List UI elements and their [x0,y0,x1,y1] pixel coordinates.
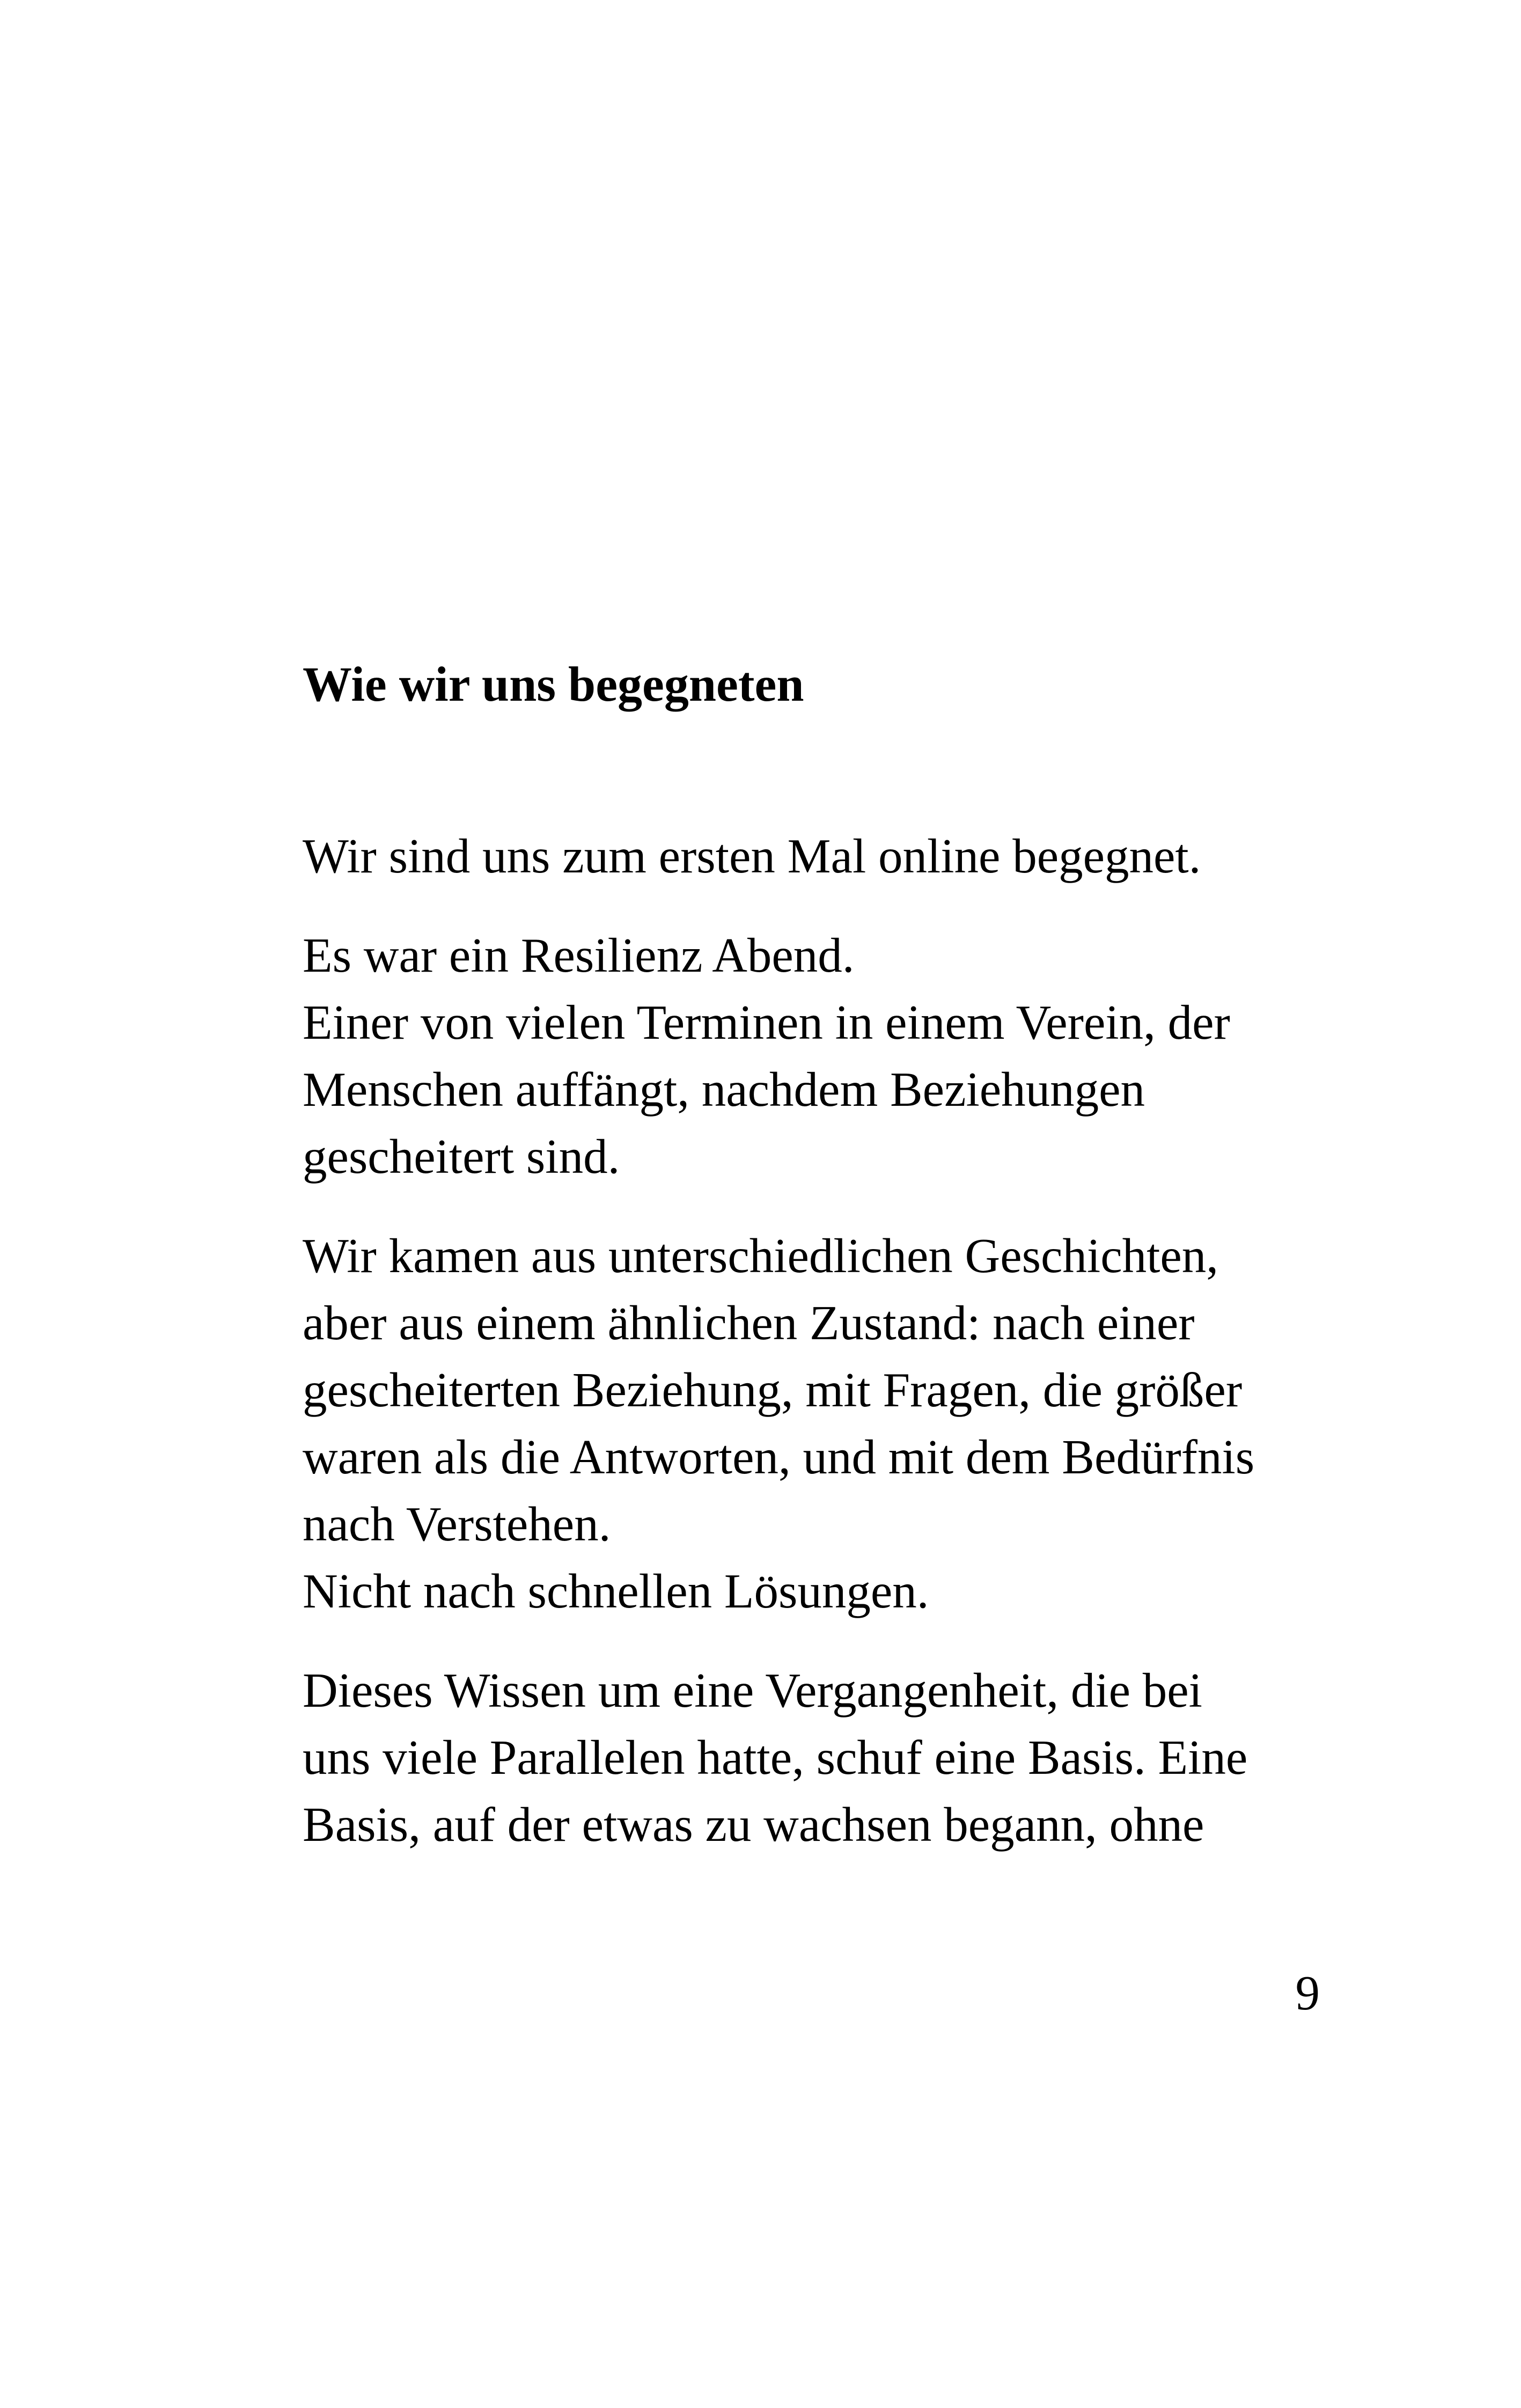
text-line: gescheiterten Beziehung, mit Fragen, die größer [303,1363,1243,1417]
paragraph-3 [303,1222,1311,1625]
text-line: uns viele Parallelen hatte, schuf eine Basis. Eine [303,1730,1248,1785]
text-line: nach Verstehen. [303,1497,611,1551]
text-line: Es war ein Resilienz Abend. [303,928,855,982]
text-line: waren als die Antworten, und mit dem Bedürfnis [303,1430,1255,1484]
body-text [303,823,1311,1858]
text-line: Dieses Wissen um eine Vergangenheit, die bei [303,1663,1202,1717]
text-block [303,655,1311,1890]
text-line: Basis, auf der etwas zu wachsen begann, ohne [303,1797,1204,1852]
text-line: Nicht nach schnellen Lösungen. [303,1564,929,1618]
text-line: Menschen auffängt, nachdem Beziehungen [303,1062,1145,1117]
text-line: aber aus einem ähnlichen Zustand: nach einer [303,1296,1195,1350]
paragraph-4 [303,1657,1311,1858]
text-line: Wir kamen aus unterschiedlichen Geschichten, [303,1229,1219,1283]
paragraph-2 [303,922,1311,1190]
text-line: Einer von vielen Terminen in einem Verein, der [303,995,1230,1049]
page-number: 9 [1295,1966,1320,2020]
chapter-title: Wie wir uns begegneten [303,657,804,711]
text-line: gescheitert sind. [303,1129,620,1184]
paragraph-1 [303,823,1311,890]
text-line: Wir sind uns zum ersten Mal online begegnet. [303,829,1201,883]
